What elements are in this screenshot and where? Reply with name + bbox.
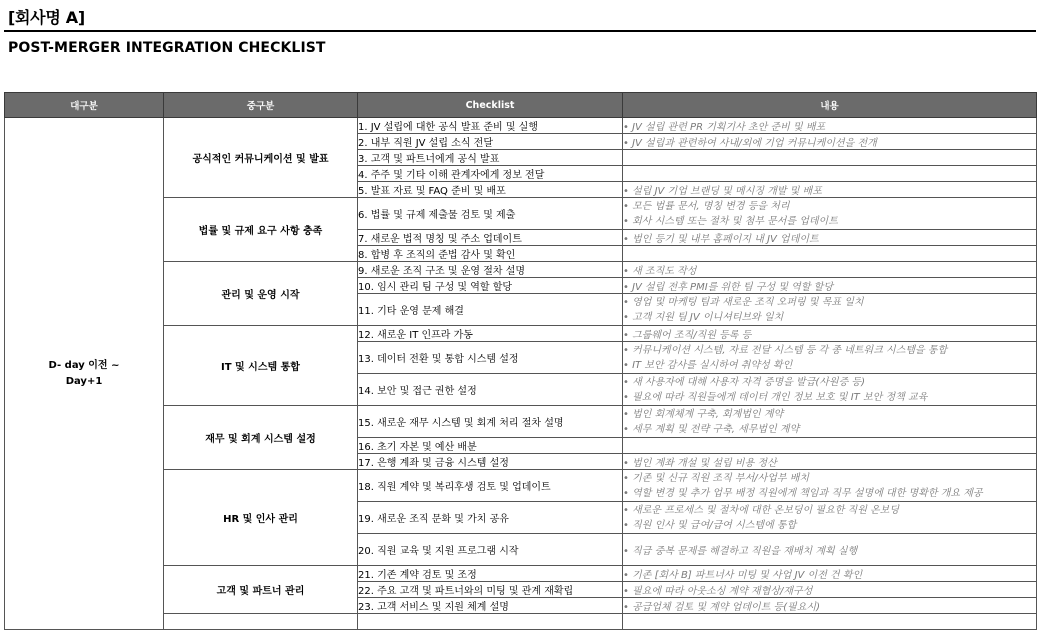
header-subcategory: 중구분 [164,93,358,118]
description-15 [623,406,1037,438]
description-13-line-1: • 커뮤니케이션 시스템, 자료 전달 시스템 등 각 종 네트워크 시스템을 통합 [623,344,948,356]
description-3 [623,150,1037,166]
description-13-line-2: • IT 보안 감사를 실시하여 취약성 확인 [623,359,793,371]
description-20: • 직급 중복 문제를 해결하고 직원을 재배치 계획 실행 [623,534,1037,566]
description-8 [623,246,1037,262]
description-21: • 기존 [회사 B] 파트너사 미팅 및 사업 JV 이전 건 확인 [623,566,1037,582]
checklist-item-19: 19. 새로운 조직 문화 및 가치 공유 [358,502,623,534]
description-11-line-1: • 영업 및 마케팅 팀과 새로운 조직 오퍼링 및 목표 일치 [623,296,864,308]
checklist-item-18: 18. 직원 계약 및 복리후생 검토 및 업데이트 [358,470,623,502]
checklist-item-5: 5. 발표 자료 및 FAQ 준비 및 배포 [358,182,623,198]
description-1: • JV 설립 관련 PR 기획기사 초안 준비 및 배포 [623,118,1037,134]
checklist-item-21: 21. 기존 계약 검토 및 조정 [358,566,623,582]
description-6-line-1: • 모든 법률 문서, 명칭 변경 등을 처리 [623,200,790,212]
checklist-item-16: 16. 초기 자본 및 예산 배분 [358,438,623,454]
document-title: POST-MERGER INTEGRATION CHECKLIST [8,40,326,56]
checklist-item-3: 3. 고객 및 파트너에게 공식 발표 [358,150,623,166]
checklist-item-11: 11. 기타 운영 문제 해결 [358,294,623,326]
category-line-1: D- day 이전 ~ [48,359,120,371]
header-category: 대구분 [5,93,164,118]
checklist-item-23: 23. 고객 서비스 및 지원 체계 설명 [358,598,623,614]
description-16 [623,438,1037,454]
subcategory-communication: 공식적인 커뮤니케이션 및 발표 [164,118,358,198]
checklist-item-8: 8. 합병 후 조직의 준법 감사 및 확인 [358,246,623,262]
subcategory-customers: 고객 및 파트너 관리 [164,566,358,614]
checklist-item-4: 4. 주주 및 기타 이해 관계자에게 정보 전달 [358,166,623,182]
description-14 [623,374,1037,406]
description-11-line-2: • 고객 지원 팀 JV 이니셔티브와 일치 [623,311,784,323]
checklist-item-22: 22. 주요 고객 및 파트너와의 미팅 및 관계 재확립 [358,582,623,598]
header-checklist: Checklist [358,93,623,118]
header-divider [4,30,1036,32]
checklist-item-7: 7. 새로운 법적 명칭 및 주소 업데이트 [358,230,623,246]
subcategory-it: IT 및 시스템 통합 [164,326,358,406]
table-header-row [5,93,1037,118]
description-5: • 설립 JV 기업 브랜딩 및 메시징 개발 및 배포 [623,182,1037,198]
checklist-item-10: 10. 임시 관리 팀 구성 및 역할 할당 [358,278,623,294]
description-15-line-1: • 법인 회계체계 구축, 회계법인 계약 [623,408,784,420]
checklist-item-17: 17. 은행 계좌 및 금융 시스템 설정 [358,454,623,470]
subcategory-next [164,614,358,630]
description-22: • 필요에 따라 아웃소싱 계약 재협상/재구성 [623,582,1037,598]
description-6-line-2: • 회사 시스템 또는 절차 및 첨부 문서를 업데이트 [623,215,838,227]
table-row [5,118,1037,134]
description-6 [623,198,1037,230]
description-next [623,614,1037,630]
checklist-item-next [358,614,623,630]
subcategory-hr: HR 및 인사 관리 [164,470,358,566]
description-19-line-1: • 새로운 프로세스 및 절차에 대한 온보딩이 필요한 직원 온보딩 [623,504,900,516]
description-2: • JV 설립과 관련하여 사내/외에 기업 커뮤니케이션을 전개 [623,134,1037,150]
description-18 [623,470,1037,502]
company-name: [회사명 A] [8,8,85,27]
description-7: • 법인 등기 및 내부 홈페이지 내 JV 업데이트 [623,230,1037,246]
description-17: • 법인 계좌 개설 및 설립 비용 정산 [623,454,1037,470]
checklist-item-13: 13. 데이터 전환 및 통합 시스템 설정 [358,342,623,374]
description-18-line-1: • 기존 및 신규 직원 조직 부서/사업부 배치 [623,472,810,484]
subcategory-legal: 법률 및 규제 요구 사항 충족 [164,198,358,262]
description-13 [623,342,1037,374]
subcategory-operations: 관리 및 운영 시작 [164,262,358,326]
description-4 [623,166,1037,182]
subcategory-finance: 재무 및 회계 시스템 설정 [164,406,358,470]
category-line-2: Day+1 [65,375,103,387]
checklist-item-9: 9. 새로운 조직 구조 및 운영 절차 설명 [358,262,623,278]
description-19 [623,502,1037,534]
description-10: • JV 설립 전후 PMI를 위한 팀 구성 및 역할 할당 [623,278,1037,294]
description-18-line-2: • 역할 변경 및 추가 업무 배정 직원에게 책임과 직무 설명에 대한 명확한 개요 제공 [623,487,983,499]
description-15-line-2: • 세무 계획 및 전략 구축, 세무법인 계약 [623,423,800,435]
category-cell [5,118,164,630]
description-14-line-1: • 새 사용자에 대해 사용자 자격 증명을 발급(사원증 등) [623,376,865,388]
description-9: • 새 조직도 작성 [623,262,1037,278]
description-23: • 공급업체 검토 및 계약 업데이트 등(필요시) [623,598,1037,614]
checklist-item-1: 1. JV 설립에 대한 공식 발표 준비 및 실행 [358,118,623,134]
header-description: 내용 [623,93,1037,118]
description-11 [623,294,1037,326]
checklist-item-6: 6. 법률 및 규제 제출물 검토 및 제출 [358,198,623,230]
checklist-item-14: 14. 보안 및 접근 권한 설정 [358,374,623,406]
checklist-item-12: 12. 새로운 IT 인프라 가동 [358,326,623,342]
description-14-line-2: • 필요에 따라 직원들에게 데이터 개인 정보 보호 및 IT 보안 정책 교육 [623,391,928,403]
checklist-table [4,92,1037,630]
description-12: • 그룹웨어 조직/직원 등록 등 [623,326,1037,342]
checklist-item-15: 15. 새로운 재무 시스템 및 회계 처리 절차 설명 [358,406,623,438]
checklist-item-2: 2. 내부 직원 JV 설립 소식 전달 [358,134,623,150]
checklist-item-20: 20. 직원 교육 및 지원 프로그램 시작 [358,534,623,566]
description-19-line-2: • 직원 인사 및 급여/급여 시스템에 통합 [623,519,797,531]
